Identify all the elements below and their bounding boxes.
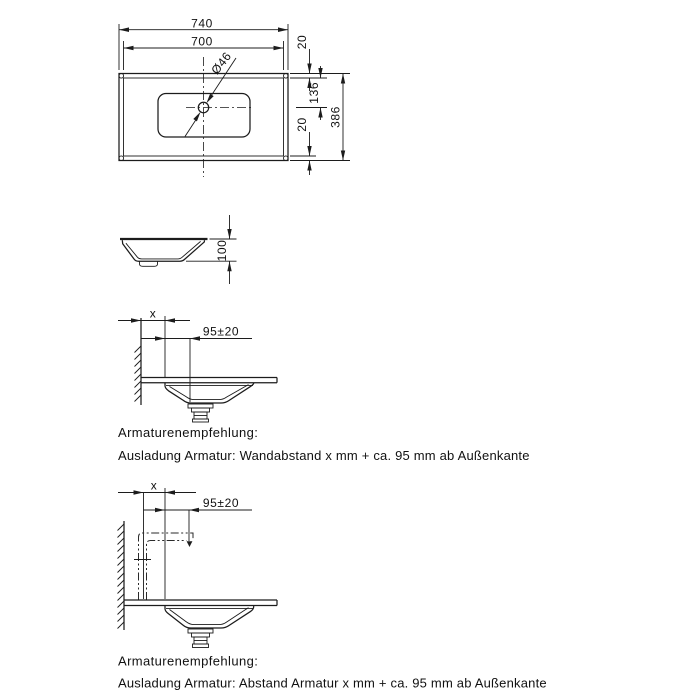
note-faucet-heading: Armaturenempfehlung: [118,653,259,669]
faucet-phantom [134,533,193,600]
dim-136 [307,66,323,120]
top-view [119,16,350,177]
basin-section [165,383,254,422]
dim-95-faucet-label: 95±20 [202,496,240,510]
note-block-faucet [118,654,547,691]
dim-20-front-label: 20 [295,117,309,132]
drain-fitting [188,629,213,648]
side-section-view [120,215,237,284]
installation-view-faucet [118,479,278,648]
installation-view-wall [118,307,277,423]
drain-fitting [188,404,213,422]
dim-100-label: 100 [215,239,229,262]
dim-95-faucet [144,496,253,512]
dim-x-wall-label: x [149,306,157,321]
dim-20-front [295,117,312,175]
dim-x-wall [118,307,190,323]
dim-386 [329,74,346,161]
water-outlet-arrow [187,541,193,547]
dim-100 [186,215,237,284]
drain-diameter-leader [185,49,236,136]
bowl-outer-profile [122,240,204,261]
dim-20-back-label: 20 [295,34,309,50]
bowl-opening [158,94,250,138]
note-wall-body: Ausladung Armatur: Wandabstand x mm + ca. 95 mm ab Außenkante [118,448,530,463]
dim-95-wall [141,325,252,341]
countertop [124,600,277,606]
note-wall-heading: Armaturenempfehlung: [118,425,259,440]
note-block-wall [118,425,530,463]
dim-386-label: 386 [328,106,343,128]
countertop [141,378,277,383]
dim-x-faucet [118,479,196,495]
drain-diameter-label: Ø46 [208,49,235,77]
note-faucet-body: Ausladung Armatur: Abstand Armatur x mm + ca. 95 mm ab Außenkante [118,675,547,691]
wall-hatching [135,346,142,402]
wall-hatching [118,524,125,629]
dim-x-faucet-label: x [150,478,158,493]
dim-700-label: 700 [191,34,213,49]
basin-section [165,606,254,648]
dim-95-wall-label: 95±20 [202,324,240,339]
bowl-inner-profile [126,241,201,259]
dim-740-label: 740 [191,16,213,31]
dim-136-label: 136 [307,81,321,104]
drain-recess [140,261,158,266]
